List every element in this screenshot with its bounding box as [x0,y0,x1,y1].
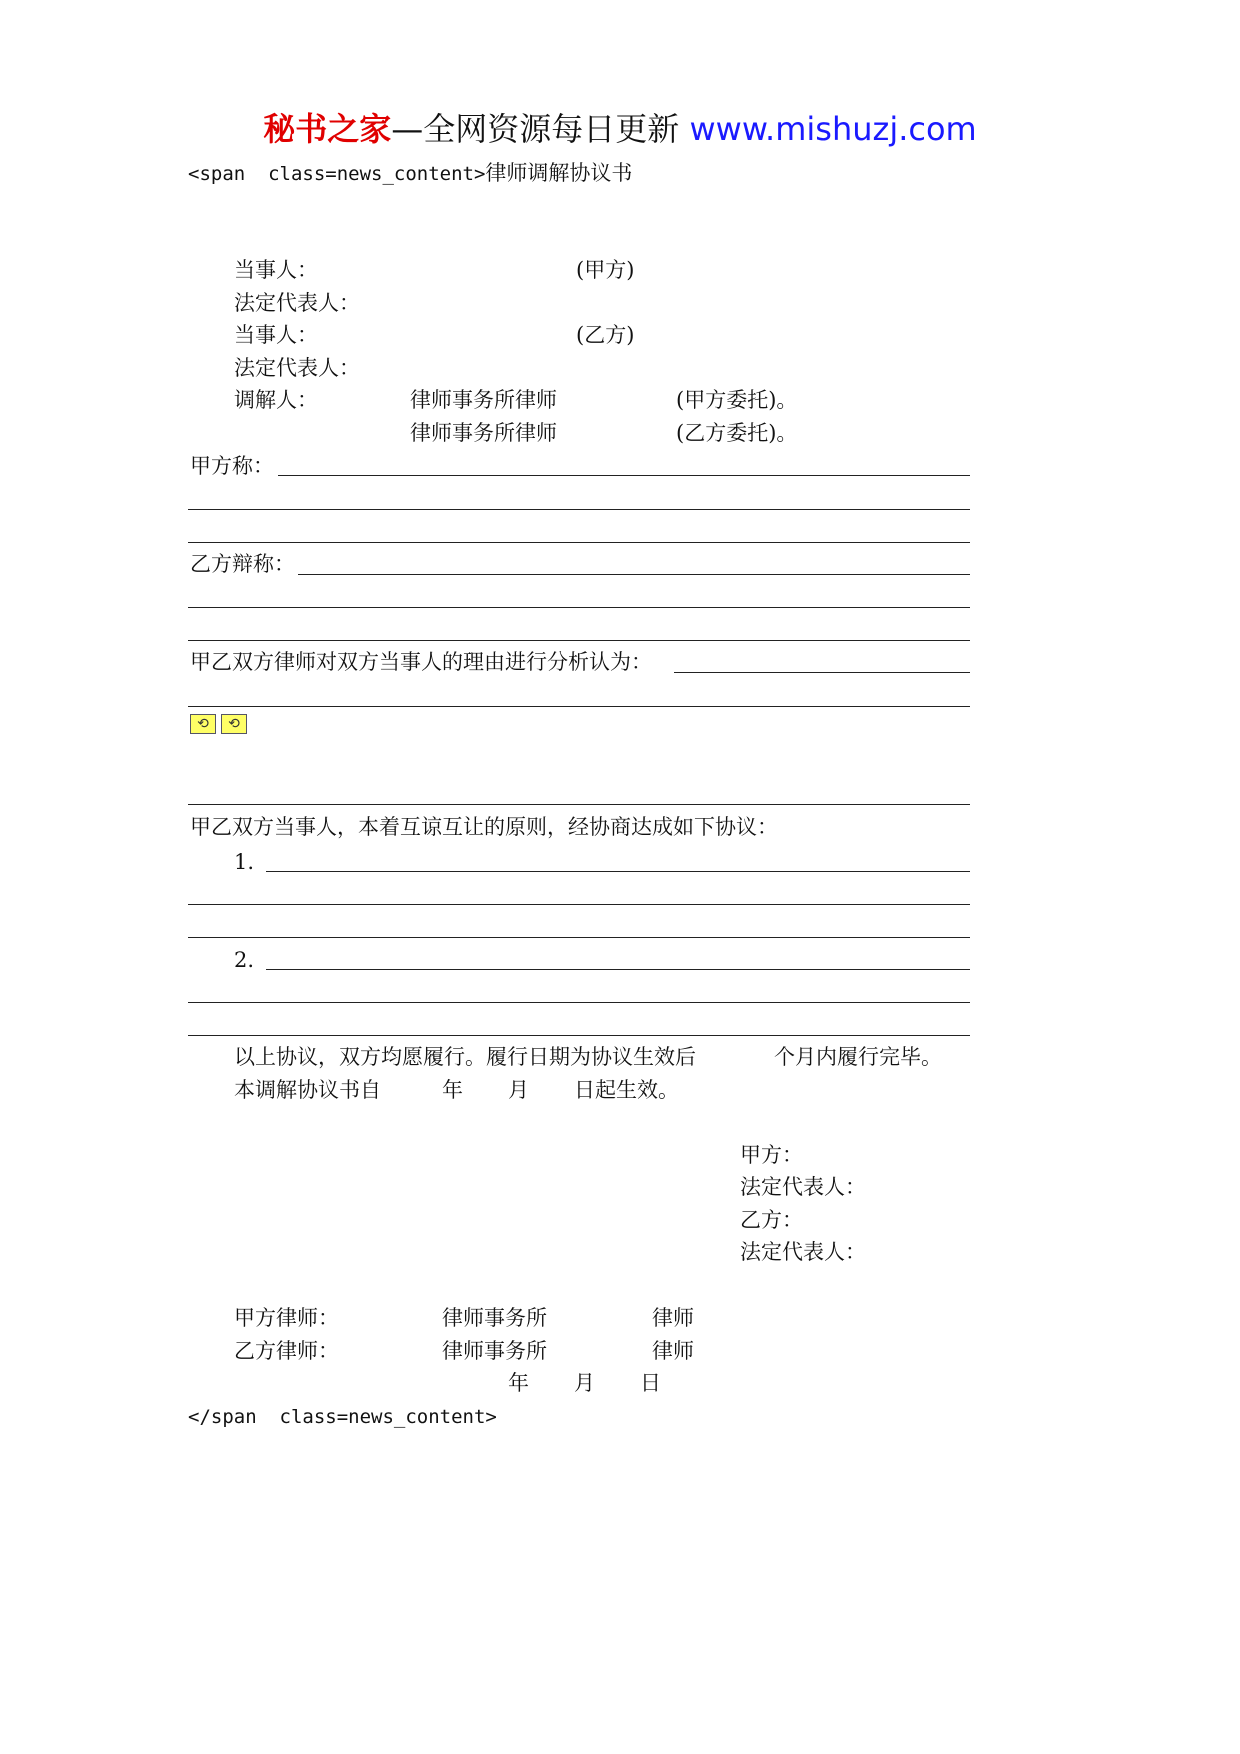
blank-line[interactable] [266,871,970,872]
blank-line[interactable] [298,574,970,575]
banner-tagline: 全网资源每日更新 [423,110,680,148]
site-url[interactable]: www.mishuzj.com [689,110,977,148]
lawyer-a-title: 律师 [652,1306,694,1330]
sign-date-month: 月 [574,1371,595,1395]
lawyer-b-label: 乙方律师： [234,1339,339,1363]
sign-date-day: 日 [640,1371,661,1395]
embedded-object-icon[interactable]: ⟲ [221,714,247,734]
brand-name: 秘书之家 [263,110,392,148]
lawyer-a-firm: 律师事务所 [442,1306,547,1330]
blank-line[interactable] [266,969,970,970]
mediator-note-b: (乙方委托)。 [676,421,798,445]
item-2-number: 2. [234,948,255,972]
banner-dash: — [391,110,424,148]
blank-line[interactable] [278,475,970,476]
effective-month: 月 [508,1078,529,1102]
title-line [188,158,632,189]
doc-title: 律师调解协议书 [485,161,633,185]
blank-line[interactable] [188,904,970,905]
party-a-label: 当事人： [234,258,318,282]
blank-line[interactable] [188,804,970,805]
party-b-rep: 法定代表人： [234,356,360,380]
site-banner [0,104,1240,150]
analysis-label: 甲乙双方律师对双方当事人的理由进行分析认为： [190,650,652,674]
blank-line[interactable] [188,1035,970,1036]
blank-line[interactable] [188,509,970,510]
sign-date-year: 年 [508,1371,529,1395]
blank-line[interactable] [188,937,970,938]
blank-line[interactable] [674,672,970,673]
item-1-number: 1. [234,850,255,874]
close-tag-text: </span class=news_content> [188,1406,497,1428]
blank-line[interactable] [188,607,970,608]
party-a-rep: 法定代表人： [234,291,360,315]
blank-line[interactable] [188,542,970,543]
performance-text-a: 以上协议，双方均愿履行。履行日期为协议生效后 [234,1045,696,1069]
party-b-role: (乙方) [576,323,635,347]
blank-line[interactable] [188,706,970,707]
blank-line[interactable] [188,640,970,641]
b-defense-label: 乙方辩称： [190,552,295,576]
a-claims-label: 甲方称： [190,454,274,478]
party-b-label: 当事人： [234,323,318,347]
mediator-firm-a: 律师事务所律师 [410,388,557,412]
open-tag-text: <span class=news_content> [188,163,486,185]
agreement-intro: 甲乙双方当事人，本着互谅互让的原则，经协商达成如下协议： [190,815,778,839]
sign-party-b: 乙方： [740,1208,803,1232]
lawyer-b-title: 律师 [652,1339,694,1363]
embedded-object-icon[interactable]: ⟲ [190,714,216,734]
party-a-role: (甲方) [576,258,635,282]
lawyer-a-label: 甲方律师： [234,1306,339,1330]
effective-year: 年 [442,1078,463,1102]
mediator-label: 调解人： [234,388,318,412]
blank-line[interactable] [188,1002,970,1003]
mediator-firm-b: 律师事务所律师 [410,421,557,445]
effective-day: 日起生效。 [574,1078,679,1102]
effective-prefix: 本调解协议书自 [234,1078,381,1102]
performance-text-b: 个月内履行完毕。 [774,1045,942,1069]
sign-party-a: 甲方： [740,1143,803,1167]
mediator-note-a: (甲方委托)。 [676,388,798,412]
sign-party-a-rep: 法定代表人： [740,1175,866,1199]
lawyer-b-firm: 律师事务所 [442,1339,547,1363]
sign-party-b-rep: 法定代表人： [740,1240,866,1264]
